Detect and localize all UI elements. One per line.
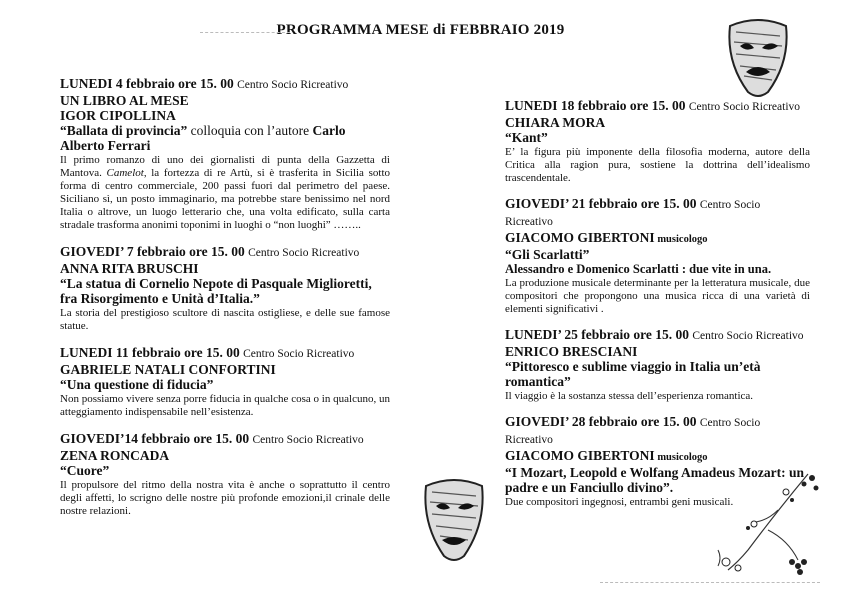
event-title: “Gli Scarlatti” xyxy=(505,247,590,262)
event-description: Il viaggio è la sostanza stessa dell’esperienza romantica. xyxy=(505,390,754,402)
flower-branch-icon xyxy=(708,470,828,580)
event-header: GIOVEDI’ 7 febbraio ore 15. 00 Centro Socio Ricreativo xyxy=(60,244,360,259)
event-feb-4 xyxy=(60,76,390,232)
event-description: Il propulsore del ritmo della nostra vita è anche o soprattutto il centro degli affetti, lo scrigno delle nostre più profonde emozioni,il crinale delle nostre relazioni. xyxy=(60,479,390,517)
event-speaker: IGOR CIPOLLINA xyxy=(60,108,176,123)
event-speaker: GABRIELE NATALI CONFORTINI xyxy=(60,362,276,377)
event-header: GIOVEDI’ 21 febbraio ore 15. 00 Centro Socio Ricreativo xyxy=(505,196,761,228)
event-feb-25 xyxy=(505,327,810,403)
event-speaker: ANNA RITA BRUSCHI xyxy=(60,261,199,276)
event-description: La storia del prestigioso scultore di nascita ostigliese, e delle sue famose statue. xyxy=(60,307,390,332)
bottom-rule xyxy=(600,582,820,583)
event-description: Non possiamo vivere senza porre fiducia in qualche cosa o in qualcuno, un atteggiamento indispensabile nell’esistenza. xyxy=(60,393,390,418)
event-title: “Pittoresco e sublime viaggio in Italia un’età romantica” xyxy=(505,359,761,389)
event-title: “Cuore” xyxy=(60,463,110,478)
event-speaker: GIACOMO GIBERTONI musicologo xyxy=(505,230,708,245)
event-header: GIOVEDI’ 28 febbraio ore 15. 00 Centro Socio Ricreativo xyxy=(505,414,761,446)
event-description: E’ la figura più imponente della filosofia moderna, autore della Critica alla ragion pura, sostiene la dottrina dell’idealismo trascendentale. xyxy=(505,146,810,184)
event-feb-21 xyxy=(505,196,810,316)
event-speaker: GIACOMO GIBERTONI musicologo xyxy=(505,448,708,463)
event-feb-14 xyxy=(60,431,390,518)
event-title: “I Mozart, Leopold e Wolfang Amadeus Mozart: un padre e un Fanciullo divino”. xyxy=(505,465,804,495)
event-description: La produzione musicale determinante per la letteratura musicale, due compositori che propongono una musica ricca di una varietà di elementi significativi . xyxy=(505,277,810,315)
event-header: LUNEDI 11 febbraio ore 15. 00 Centro Socio Ricreativo xyxy=(60,345,355,360)
theatre-mask-icon xyxy=(722,12,794,100)
event-header: LUNEDI’ 25 febbraio ore 15. 00 Centro Socio Ricreativo xyxy=(505,327,804,342)
event-header: GIOVEDI’14 febbraio ore 15. 00 Centro Socio Ricreativo xyxy=(60,431,364,446)
left-column xyxy=(60,76,390,530)
right-column xyxy=(505,98,810,520)
event-speaker: ENRICO BRESCIANI xyxy=(505,344,638,359)
event-feb-7 xyxy=(60,244,390,333)
event-speaker: ZENA RONCADA xyxy=(60,448,170,463)
event-series: UN LIBRO AL MESE xyxy=(60,93,189,108)
theatre-mask-icon xyxy=(418,474,490,564)
event-subtitle: Alessandro e Domenico Scarlatti : due vite in una. xyxy=(505,262,772,276)
event-title: “Kant” xyxy=(505,130,548,145)
event-speaker: CHIARA MORA xyxy=(505,115,606,130)
event-title: “Ballata di provincia” colloquia con l’autore Carlo Alberto Ferrari xyxy=(60,123,346,153)
page-title: PROGRAMMA MESE di FEBBRAIO 2019 xyxy=(276,22,565,38)
event-title: “La statua di Cornelio Nepote di Pasquale Miglioretti, fra Risorgimento e Unità d’Italia.” xyxy=(60,276,372,306)
event-feb-11 xyxy=(60,345,390,419)
title-rule-left xyxy=(200,32,290,33)
event-description: Due compositori ingegnosi, entrambi geni musicali. xyxy=(505,496,734,508)
event-header: LUNEDI 18 febbraio ore 15. 00 Centro Socio Ricreativo xyxy=(505,98,801,113)
event-feb-18 xyxy=(505,98,810,185)
event-description: Il primo romanzo di uno dei giornalisti di punta della Gazzetta di Mantova. Camelot, la fortezza di re Artù, si è trasferita in Sicilia sotto forma di centro commerciale, 200 passi fuori dal perimetro del paese. Siciliano sì, un posto immaginario, ma potrebbe stare benissimo nel nord Italia o altrove, un luogo letterario che, una volta edificato, sulla carta stradale trasforma anonimi toponimi in luoghi o “non luoghi” …….. xyxy=(60,154,391,231)
event-header: LUNEDI 4 febbraio ore 15. 00 Centro Socio Ricreativo xyxy=(60,76,349,91)
event-title: “Una questione di fiducia” xyxy=(60,377,214,392)
